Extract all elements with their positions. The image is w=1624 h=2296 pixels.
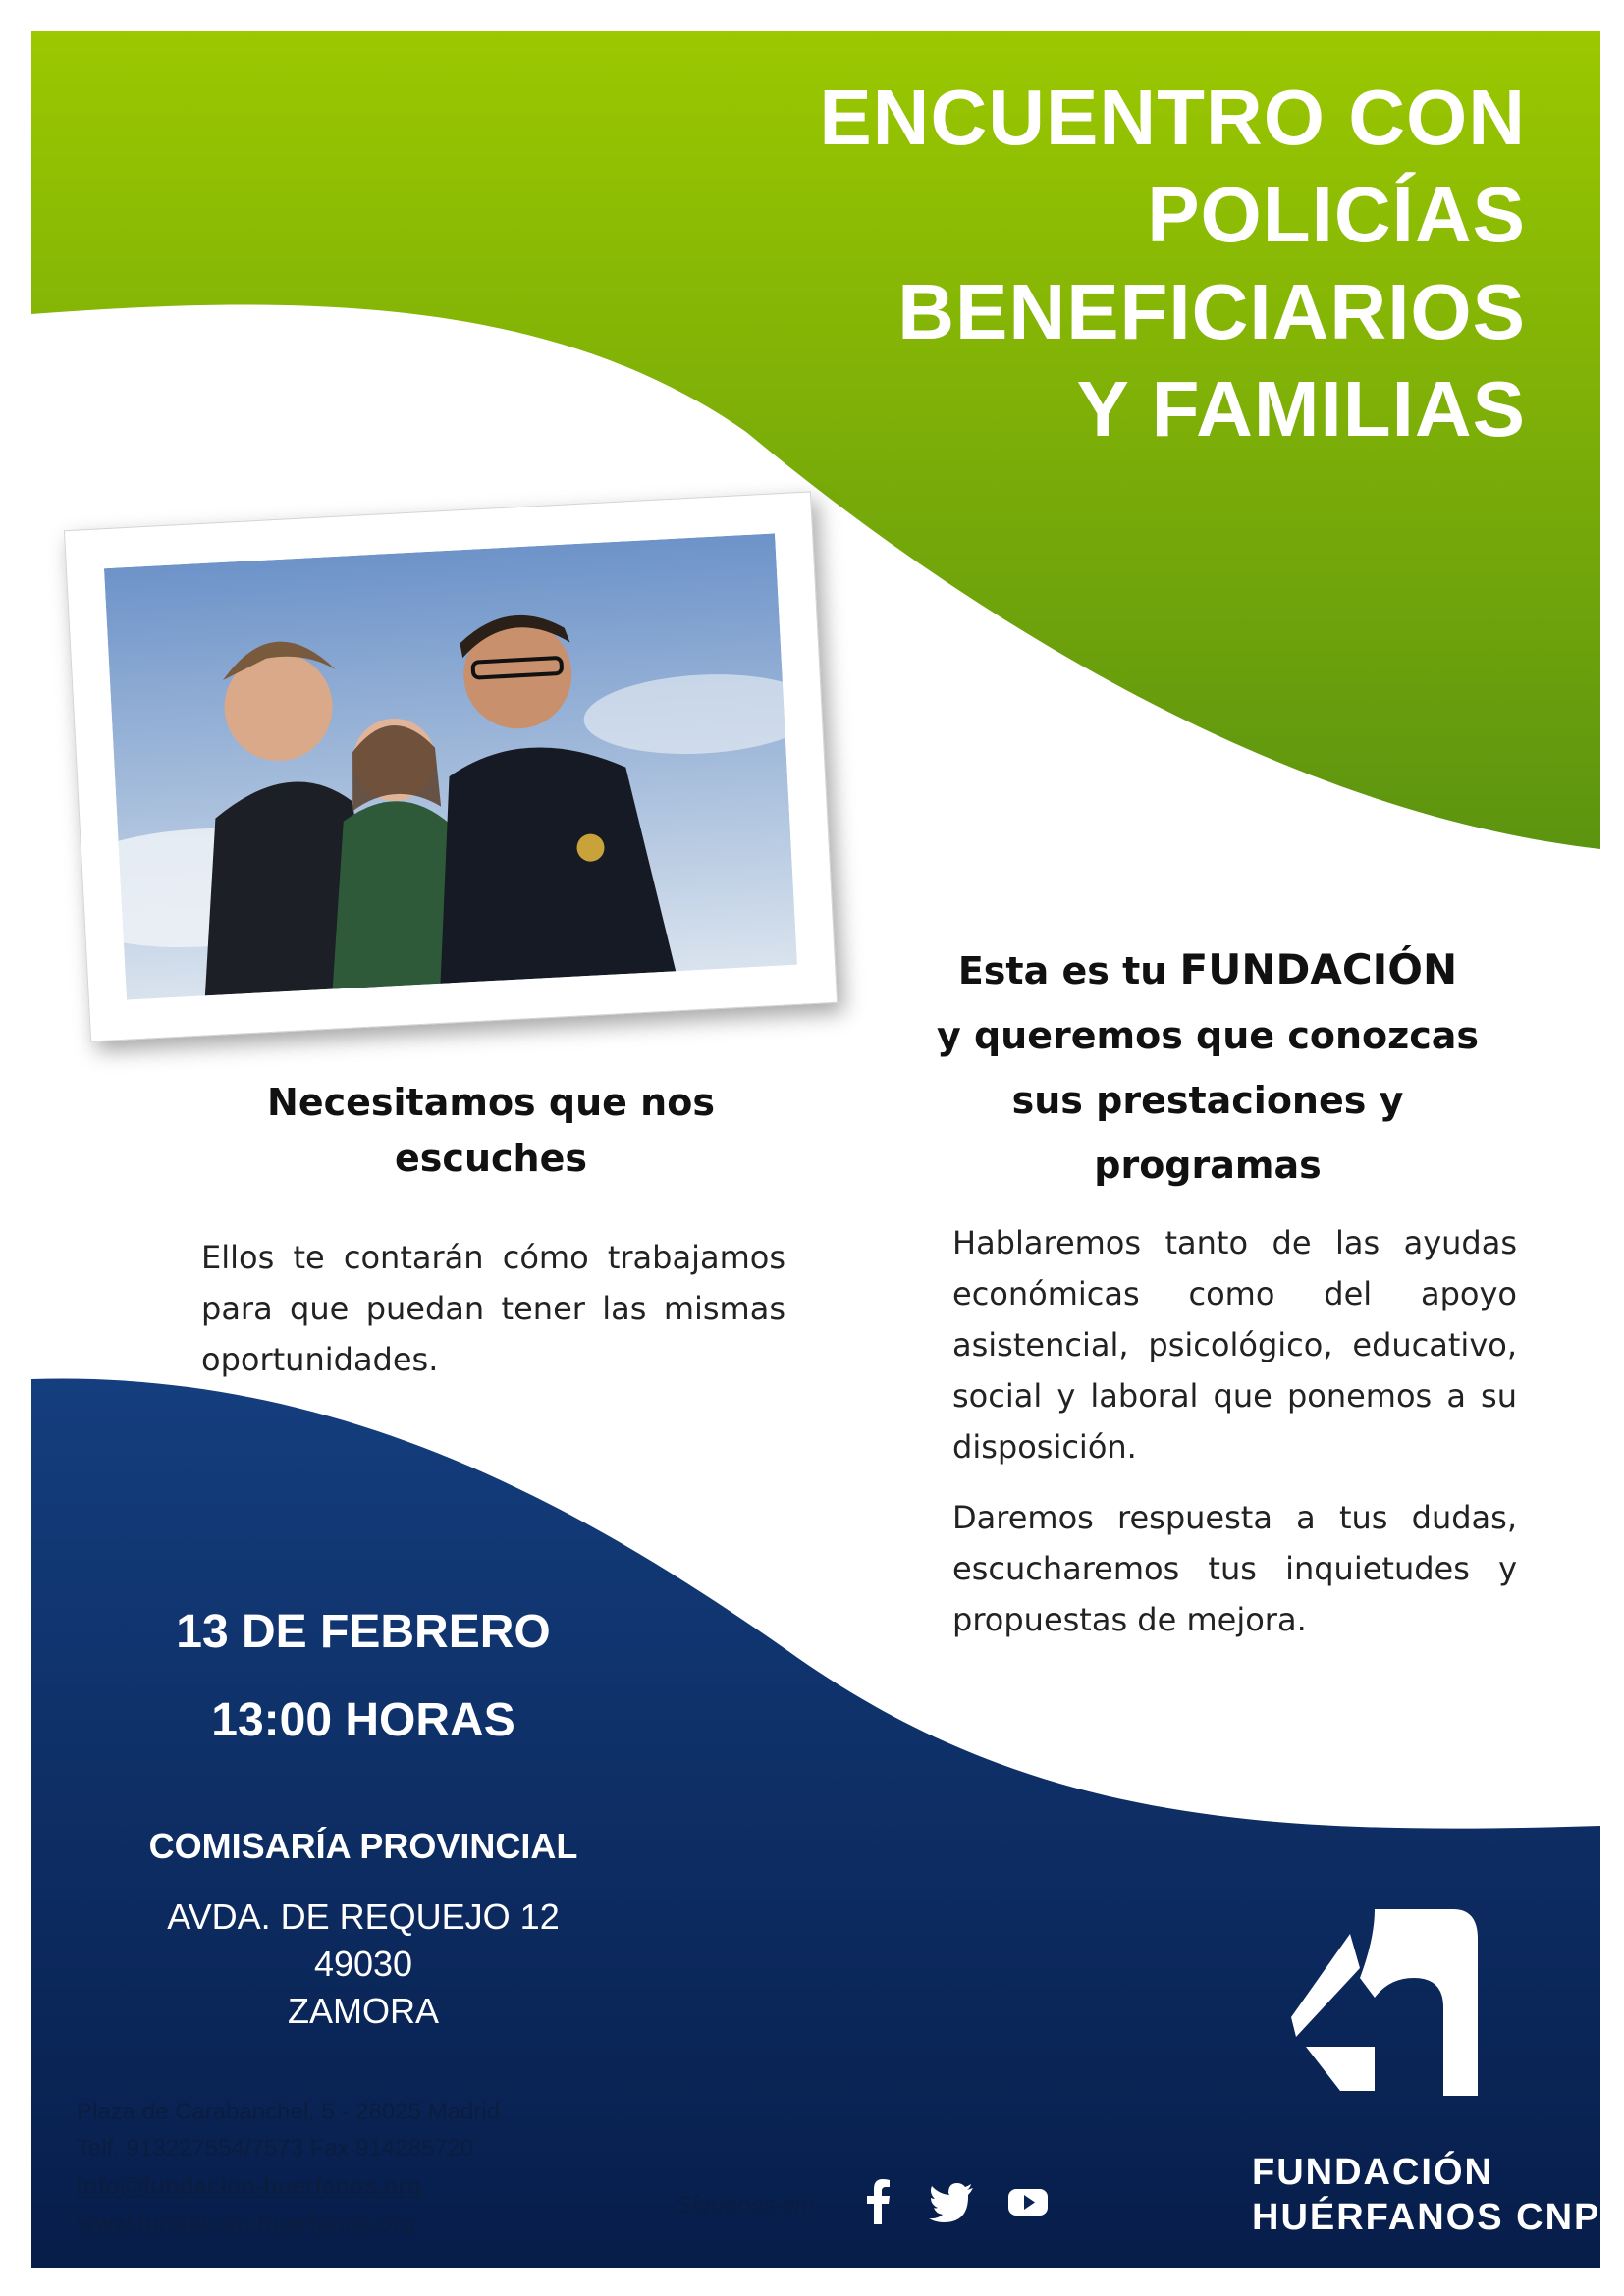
twitter-icon[interactable]	[927, 2177, 976, 2226]
event-venue: COMISARÍA PROVINCIAL	[148, 1826, 578, 1866]
left-heading	[206, 1075, 776, 1187]
left-heading-line-1: Necesitamos que nos	[267, 1081, 715, 1124]
right-body-text	[952, 1217, 1517, 1665]
left-heading-line-2: escuches	[395, 1137, 587, 1180]
right-heading-line-3: sus prestaciones y	[1011, 1079, 1404, 1122]
title-line-4: Y FAMILIAS	[1076, 365, 1526, 453]
event-date: 13 DE FEBRERO	[176, 1606, 551, 1658]
family-police-photo	[104, 533, 797, 999]
right-heading-line-4: programas	[1094, 1144, 1322, 1187]
follow-label: Síguenos en:	[676, 2192, 815, 2218]
right-heading-pre: Esta es tu	[957, 949, 1180, 992]
facebook-icon[interactable]	[854, 2177, 903, 2226]
photo-frame	[64, 491, 838, 1041]
left-body-text: Ellos te contarán cómo trabajamos para que puedan tener las mismas oportunidades.	[201, 1239, 785, 1378]
event-street: AVDA. DE REQUEJO 12	[167, 1896, 560, 1937]
logo-line-2: HUÉRFANOS CNP	[1252, 2197, 1601, 2238]
event-zip: 49030	[313, 1944, 413, 1984]
right-heading	[903, 937, 1512, 1198]
right-heading-line-1	[903, 937, 1512, 1003]
fundacion-logo-text	[1252, 2150, 1600, 2240]
contact-email-link[interactable]: info@fundacion-huerfanos.org	[77, 2173, 422, 2200]
title-line-3: BENEFICIARIOS	[897, 268, 1526, 355]
right-paragraph-1: Hablaremos tanto de las ayudas económicas como del apoyo asistencial, psicológico, educativo, social y laboral que ponemos a su disposición.	[952, 1224, 1517, 1466]
right-heading-emph: FUNDACIÓN	[1179, 945, 1458, 993]
title-line-2: POLICÍAS	[1147, 171, 1526, 258]
poster-title	[544, 69, 1526, 457]
right-paragraph-2: Daremos respuesta a tus dudas, escucharemos tus inquietudes y propuestas de mejora.	[952, 1499, 1517, 1638]
right-heading-line-2: y queremos que conozcas	[936, 1014, 1480, 1057]
contact-phone: Telf. 913227554/7573 Fax 914285720	[77, 2135, 474, 2162]
event-city: ZAMORA	[287, 1991, 439, 2031]
title-line-1: ENCUENTRO CON	[819, 74, 1526, 161]
contact-address: Plaza de Carabanchel, 5 - 28025 Madrid	[77, 2099, 500, 2125]
fundacion-logo-mark	[1281, 1899, 1488, 2106]
logo-line-1: FUNDACIÓN	[1252, 2152, 1493, 2193]
youtube-icon[interactable]	[1003, 2177, 1053, 2226]
event-time: 13:00 HORAS	[211, 1694, 515, 1746]
contact-web-link[interactable]: www.fundacion-huerfanos.org	[77, 2211, 416, 2237]
